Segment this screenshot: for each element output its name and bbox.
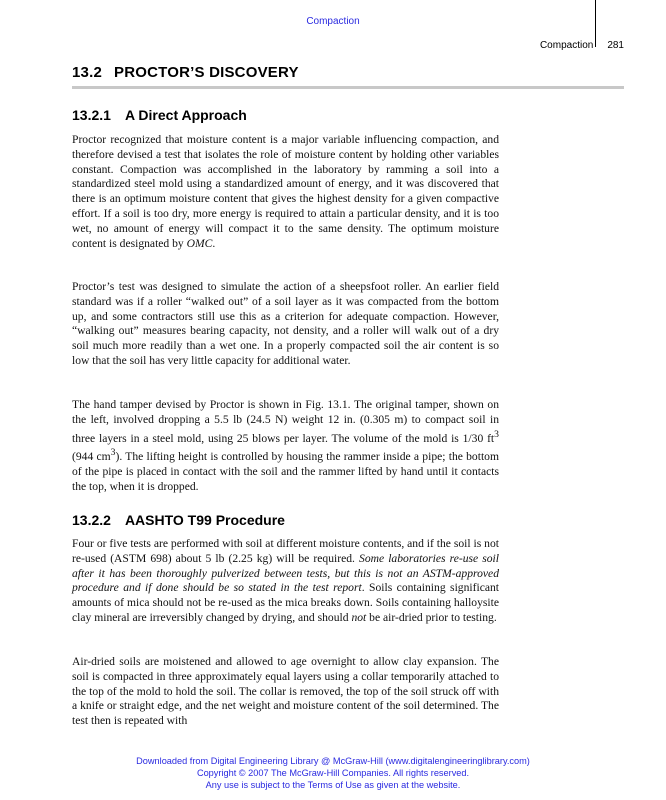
paragraph-end: . (212, 236, 216, 250)
subsection-heading-direct-approach (72, 107, 247, 123)
paragraph-text: be air-dried prior to testing. (366, 610, 497, 624)
paragraph-sheepsfoot-roller (72, 280, 499, 369)
subsection-title: A Direct Approach (124, 107, 247, 123)
footer-download-link[interactable]: Downloaded from Digital Engineering Library @ McGraw-Hill (www.digitalengineeringlibrary.com) (136, 756, 530, 766)
subsection-title: AASHTO T99 Procedure (124, 512, 285, 528)
paragraph-proctor-moisture (72, 133, 499, 251)
section-rule (72, 86, 624, 89)
footer (0, 755, 666, 791)
superscript: 3 (494, 428, 499, 440)
italic-note: Some laboratories re-use soil after it has been thoroughly pulverized between tests, but this is not an ASTM-approved procedure and if done should be so stated in the test report (72, 551, 499, 595)
paragraph-text: Four or five tests are performed with soil at different moisture contents, and if the soil is not re-used (ASTM 698) about 5 lb (2.25 kg) will be required. (72, 537, 499, 565)
running-head (540, 40, 624, 51)
running-head-title: Compaction (539, 40, 594, 51)
footer-terms-link[interactable]: Any use is subject to the Terms of Use as given at the website. (205, 780, 461, 790)
paragraph-text: ). The lifting height is controlled by housing the rammer inside a pipe; the bottom of the pipe is placed in contact with the soil and the rammer lifted by hand until it contacts the top, when it is dropped. (72, 450, 499, 493)
subsection-number: 13.2.1 (72, 107, 111, 123)
section-number: 13.2 (72, 64, 102, 81)
section-title: PROCTOR’S DISCOVERY (114, 64, 299, 81)
paragraph-text: Proctor recognized that moisture content is a major variable influencing compaction, and therefore devised a test that isolates the role of moisture content by holding other variables constant. Compaction was accomplished in the laboratory by ramming a soil into a standardized steel mold using a standardized amount of energy, and it was discovered that there is an optimum moisture content that gives the highest density for a given compactive effort. If a soil is too dry, more energy is required to attain a particular density, and it is too wet, no amount of energy will compact it to the same density. The optimum moisture content is designated by (72, 133, 499, 250)
paragraph-text: The hand tamper devised by Proctor is shown in Fig. 13.1. The original tamper, shown on the left, involved dropping a 5.5 lb (24.5 N) weight 12 in. (0.305 m) to compact soil in three layers in a steel mold, using 25 blows per layer. The volume of the mold is 1/30 ft (72, 398, 499, 445)
paragraph-text: (944 cm (72, 450, 111, 464)
subsection-heading-aashto-t99 (72, 512, 285, 528)
paragraph-hand-tamper (72, 398, 499, 495)
italic-not: not (348, 610, 367, 624)
footer-copyright: Copyright © 2007 The McGraw-Hill Companies. All rights reserved. (196, 768, 470, 778)
page-number: 281 (607, 40, 624, 51)
omc-term: OMC (186, 236, 213, 250)
paragraph-text: . Soils containing significant amounts of mica should not be re-used as the mica breaks down. Soils containing halloysite clay mineral are irreversibly changed by drying, and should (72, 581, 499, 624)
paragraph-air-dried-soils (72, 655, 499, 729)
paragraph-four-or-five-tests (72, 537, 499, 626)
superscript: 3 (110, 447, 116, 459)
section-heading (72, 64, 299, 81)
subsection-number: 13.2.2 (72, 512, 111, 528)
top-chapter-link[interactable]: Compaction (306, 16, 360, 27)
paragraph-text: Air-dried soils are moistened and allowed to age overnight to allow clay expansion. The soil is compacted in three approximately equal layers using a collar temporarily attached to the top of the mold to hold the soil. The collar is removed, the top of the soil struck off with a knife or straight edge, and the net weight and moisture content of the soil determined. The test then is repeated with (72, 655, 499, 728)
paragraph-text: Proctor’s test was designed to simulate the action of a sheepsfoot roller. An earlier field standard was if a roller “walked out” of a soil layer as it was compacted from the bottom up, and some contractors still use this as a criterion for adequate compaction. However, “walking out” measures bearing capacity, not density, and a roller will walk out of a dry soil much more readily than a wet one. In a properly compacted soil the air content is so low that the soil has very little capacity for additional water. (72, 280, 499, 367)
